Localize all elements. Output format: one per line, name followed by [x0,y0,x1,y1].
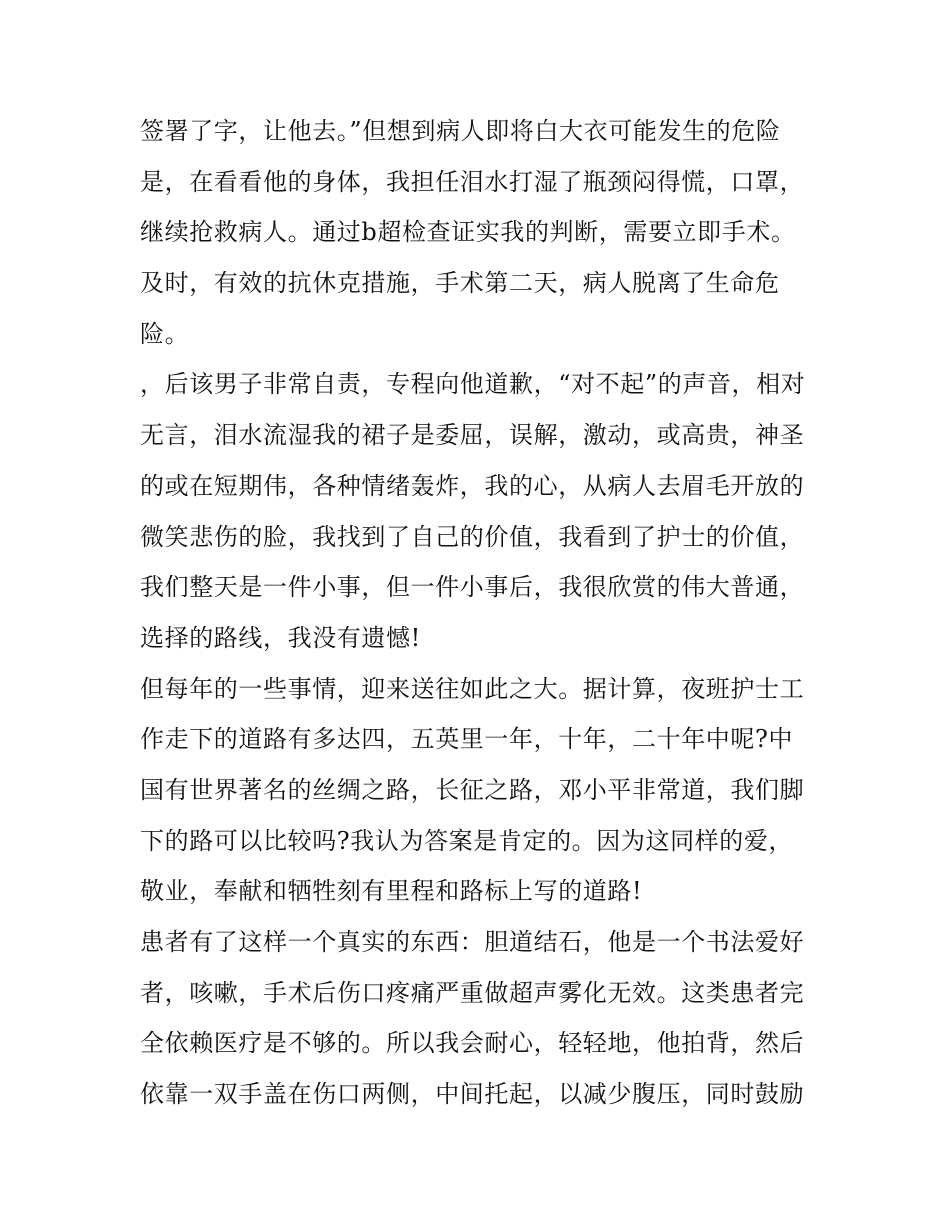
text-line: 选择的路线，我没有遗憾! [140,623,421,652]
text-line: 及时，有效的抗休克措施，手术第二天，病人脱离了生命危 [140,269,780,298]
text-line: 患者有了这样一个真实的东西：胆道结石，他是一个书法爱好 [140,928,805,956]
text-line: 的或在短期伟，各种情绪轰炸，我的心，从病人去眉毛开放的 [140,471,805,500]
text-line: 险。 [140,319,190,348]
text-line: 无言，泪水流湿我的裙子是委屈，误解，激动，或高贵，神圣 [140,421,805,450]
text-line: 但每年的一些事情，迎来送往如此之大。据计算，夜班护士工 [140,674,805,703]
text-line: 敬业，奉献和牺牲刻有里程和路标上写的道路! [140,877,643,906]
text-line: 我们整天是一件小事，但一件小事后，我很欣赏的伟大普通， [140,573,805,602]
text-line: 依靠一双手盖在伤口两侧，中间托起，以减少腹压，同时鼓励 [140,1080,805,1109]
text-line: 者，咳嗽，手术后伤口疼痛严重做超声雾化无效。这类患者完 [140,978,805,1007]
text-line: 微笑悲伤的脸，我找到了自己的价值，我看到了护士的价值， [140,522,805,551]
body-text [140,106,820,1120]
text-line: 是，在看看他的身体，我担任泪水打湿了瓶颈闷得慌，口罩， [140,167,805,196]
text-line: 国有世界著名的丝绸之路，长征之路，邓小平非常道，我们脚 [140,775,805,804]
text-line: 下的路可以比较吗?我认为答案是肯定的。因为这同样的爱， [140,826,794,855]
text-line: 作走下的道路有多达四，五英里一年，十年，二十年中呢?中 [140,725,794,754]
text-line: 签署了字，让他去。”但想到病人即将白大衣可能发生的危险 [140,117,781,145]
text-line: ，后该男子非常自责，专程向他道歉，“对不起”的声音，相对 [140,370,806,399]
text-line: 全依赖医疗是不够的。所以我会耐心，轻轻地，他拍背，然后 [140,1029,805,1058]
text-line: 继续抢救病人。通过b超检查证实我的判断，需要立即手术。 [140,218,796,247]
